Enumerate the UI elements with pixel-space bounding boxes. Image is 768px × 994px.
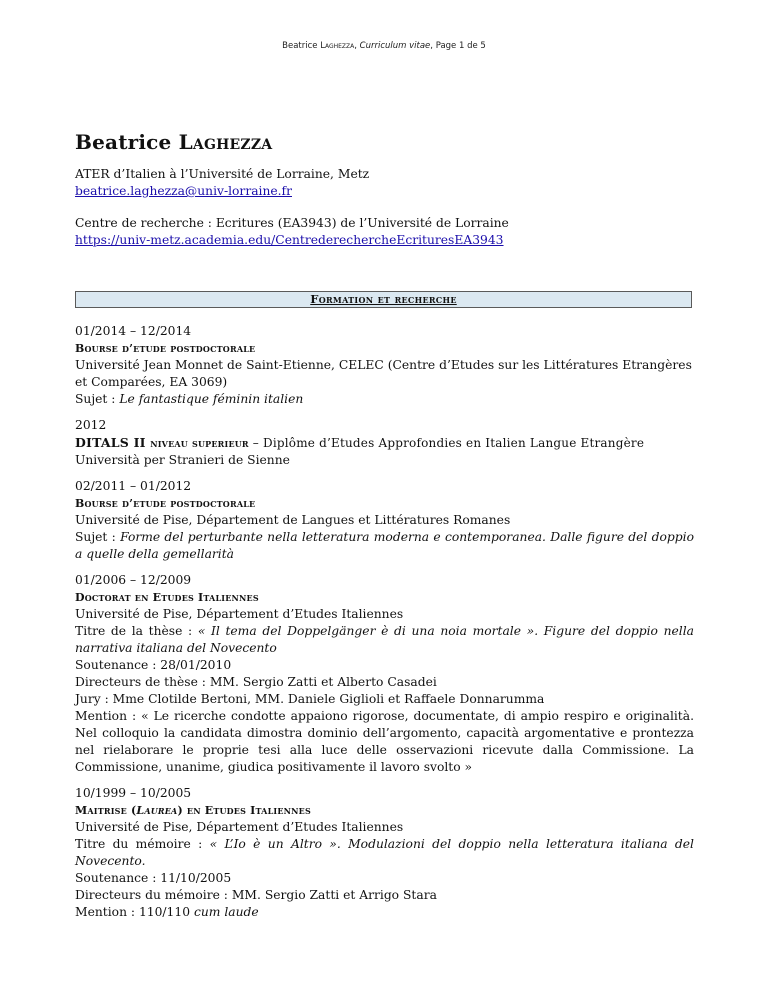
email-link[interactable]: beatrice.laghezza@univ-lorraine.fr [75,184,292,198]
contact-block [75,166,369,200]
mention-label: Mention : 110/110 [75,905,194,919]
entry-institution: Université de Pise, Département d’Etudes Italiennes [75,820,404,834]
entry-date: 01/2006 – 12/2009 [75,573,192,587]
education-entry [75,323,694,408]
first-name: Beatrice [75,130,179,154]
kind-sc: niveau superieur [150,437,249,450]
header-author-last: Laghezza [320,41,355,51]
header-page-info: , Page 1 de 5 [430,41,486,51]
entry-defense: Soutenance : 11/10/2005 [75,871,232,885]
research-center-line: Centre de recherche : Ecritures (EA3943) de l’Université de Lorraine [75,216,509,230]
kind-strong: DITALS II [75,435,151,450]
entry-date: 02/2011 – 01/2012 [75,479,192,493]
person-name [75,130,272,154]
education-entry [75,572,694,776]
education-list [75,323,694,930]
thesis-label: Titre de la thèse : [75,624,198,638]
memoir-label: Titre du mémoire : [75,837,210,851]
entry-directors: Directeurs du mémoire : MM. Sergio Zatti et Arrigo Stara [75,888,437,902]
last-name: Laghezza [178,130,273,154]
entry-kind: Doctorat en Etudes Italiennes [75,591,259,604]
kind-part-a: Maitrise ( [75,804,137,817]
entry-date: 01/2014 – 12/2014 [75,324,192,338]
entry-defense: Soutenance : 28/01/2010 [75,658,232,672]
research-url-link[interactable]: https://univ-metz.academia.edu/CentrederechercheEcrituresEA3943 [75,233,504,247]
entry-mention: Mention : « Le ricerche condotte appaiono rigorose, documentate, di ampio respiro e originalità. Nel colloquio la candidata dimostra dominio dell’argomento, capacità argomentative e prontezza nel rielaborare le proprie tesi alla luce delle osservazioni ricevute dalla Commissione. La Commissione, unanime, giudica positivamente il lavoro svolto » [75,709,694,774]
mention-honor: cum laude [193,905,259,919]
entry-subject: Le fantastique féminin italien [119,392,304,406]
kind-part-c: ) en Etudes Italiennes [177,804,311,817]
thesis-title: « Il tema del Doppelgänger è di una noia mortale ». Figure del doppio nella narrativa italiana del Novecento [75,624,694,655]
research-block [75,215,509,249]
entry-date: 2012 [75,418,107,432]
entry-kind [75,434,694,452]
education-entry [75,785,694,921]
position-line: ATER d’Italien à l’Université de Lorraine, Metz [75,167,370,181]
section-header-formation [75,291,692,308]
entry-institution: Université Jean Monnet de Saint-Etienne, CELEC (Centre d’Etudes sur les Littératures Etrangères et Comparées, EA 3069) [75,358,692,389]
education-entry [75,417,694,469]
memoir-title: « L’Io è un Altro ». Modulazioni del doppio nella letteratura italiana del Novecento. [75,837,694,868]
subject-label: Sujet : [75,530,121,544]
entry-subject: Forme del perturbante nella letteratura moderna e contemporanea. Dalle figure del doppio a quelle della gemellarità [75,530,694,561]
entry-jury: Jury : Mme Clotilde Bertoni, MM. Daniele Giglioli et Raffaele Donnarumma [75,692,545,706]
entry-institution: Université de Pise, Département d’Etudes Italiennes [75,607,404,621]
kind-part-b: Laurea [136,804,178,817]
entry-institution: Università per Stranieri de Sienne [75,453,290,467]
entry-institution: Université de Pise, Département de Langues et Littératures Romanes [75,513,511,527]
header-doc-title: Curriculum vitae [359,41,431,51]
entry-kind: Bourse d’etude postdoctorale [75,342,256,355]
kind-rest: – Diplôme d’Etudes Approfondies en Italien Langue Etrangère [248,436,645,450]
education-entry [75,478,694,563]
entry-kind [75,802,694,819]
entry-kind: Bourse d’etude postdoctorale [75,497,256,510]
subject-label: Sujet : [75,392,120,406]
entry-directors: Directeurs de thèse : MM. Sergio Zatti et Alberto Casadei [75,675,437,689]
entry-date: 10/1999 – 10/2005 [75,786,192,800]
section-title: Formation et recherche [310,292,457,306]
header-author-first: Beatrice [282,41,321,51]
running-header: Beatrice Laghezza, Curriculum vitae, Page 1 de 5 [282,41,486,51]
